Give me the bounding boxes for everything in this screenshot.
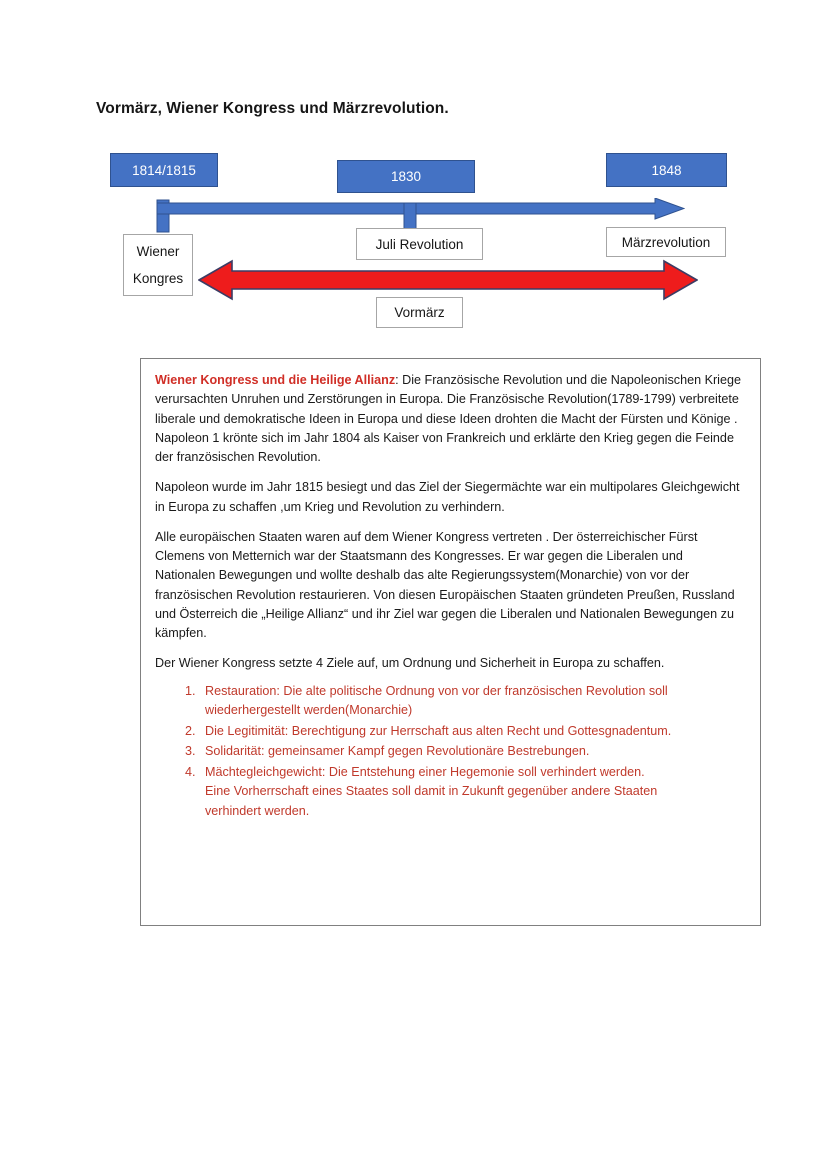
goal-4-line-2: Eine Vorherrschaft eines Staates soll damit in Zukunft gegenüber andere Staaten xyxy=(205,784,658,799)
timeline-diagram xyxy=(0,0,828,350)
label-wiener-line1: Wiener xyxy=(136,244,180,259)
year-box-1848: 1848 xyxy=(606,153,727,187)
label-box-wiener-kongres xyxy=(123,234,193,296)
goals-list xyxy=(155,682,746,822)
red-vormaerz-arrow xyxy=(198,258,698,302)
paragraph-1 xyxy=(155,371,746,467)
label-box-maerzrevolution: Märzrevolution xyxy=(606,227,726,257)
label-wiener-line2: Kongres xyxy=(132,270,184,286)
list-item xyxy=(199,722,746,742)
label-box-juli-revolution: Juli Revolution xyxy=(356,228,483,260)
paragraph-4: Der Wiener Kongress setzte 4 Ziele auf, um Ordnung und Sicherheit in Europa zu schaffen. xyxy=(155,656,665,671)
page-title: Vormärz, Wiener Kongress und Märzrevolution. xyxy=(96,100,449,117)
goal-1-line-1: 1. Restauration: Die alte politische Ordnung von vor der französischen Revolution soll xyxy=(205,683,668,698)
paragraph-2: Napoleon wurde im Jahr 1815 besiegt und das Ziel der Siegermächte war ein multipolares Gleichgewicht in Europa zu schaffen ,um Krieg und Revolution zu verhindern. xyxy=(155,480,740,514)
paragraph-1-body: : Die Französische Revolution und die Napoleonischen Kriege verursachten Unruhen und Zerstörungen in Europa. Die Französische Revolution(1789-1799) verbreitete liberale und demokratische Ideen in Europa und diese Ideen drohten die Macht der Fürsten und Könige . Napoleon 1 krönte sich im Jahr 1804 als Kaiser von Frankreich und erklärte den Krieg gegen die Feinde der französischen Revolution. xyxy=(155,373,741,465)
paragraph-3: Alle europäischen Staaten waren auf dem Wiener Kongress vertreten . Der österreichischer Fürst Clemens von Metternich war der Staatsmann des Kongresses. Er war gegen die Liberalen und Nationalen Bewegungen und wollte deshalb das alte Regierungssystem(Monarchie) von vor der französischen Revolution restaurieren. Von diesen Europäischen Staaten gründeten Preußen, Russland und Österreich die „Heilige Allianz“ und ihr Ziel war gegen die Liberalen und Nationalen Bewegungen zu kämpfen. xyxy=(155,529,735,641)
goal-2-line-1: 2. Die Legitimität: Berechtigung zur Herrschaft aus alten Recht und Gottesgnadentum. xyxy=(205,723,672,738)
list-item xyxy=(199,763,746,822)
label-box-vormaerz: Vormärz xyxy=(376,297,463,328)
year-box-1814-1815: 1814/1815 xyxy=(110,153,218,187)
goal-1-line-2: wiederhergestellt werden(Monarchie) xyxy=(205,703,413,718)
goal-3-line-1: 3. Solidarität: gemeinsamer Kampf gegen Revolutionäre Bestrebungen. xyxy=(205,744,590,759)
content-textbox xyxy=(140,358,761,926)
list-item xyxy=(199,682,746,721)
year-box-1830: 1830 xyxy=(337,160,475,193)
goal-4-line-3: verhindert werden. xyxy=(205,803,310,818)
inline-heading-wiener-kongress: Wiener Kongress und die Heilige Allianz xyxy=(155,373,396,387)
list-item xyxy=(199,742,746,762)
goal-4-line-1: 4. Mächtegleichgewicht: Die Entstehung einer Hegemonie soll verhindert werden. xyxy=(205,764,645,779)
